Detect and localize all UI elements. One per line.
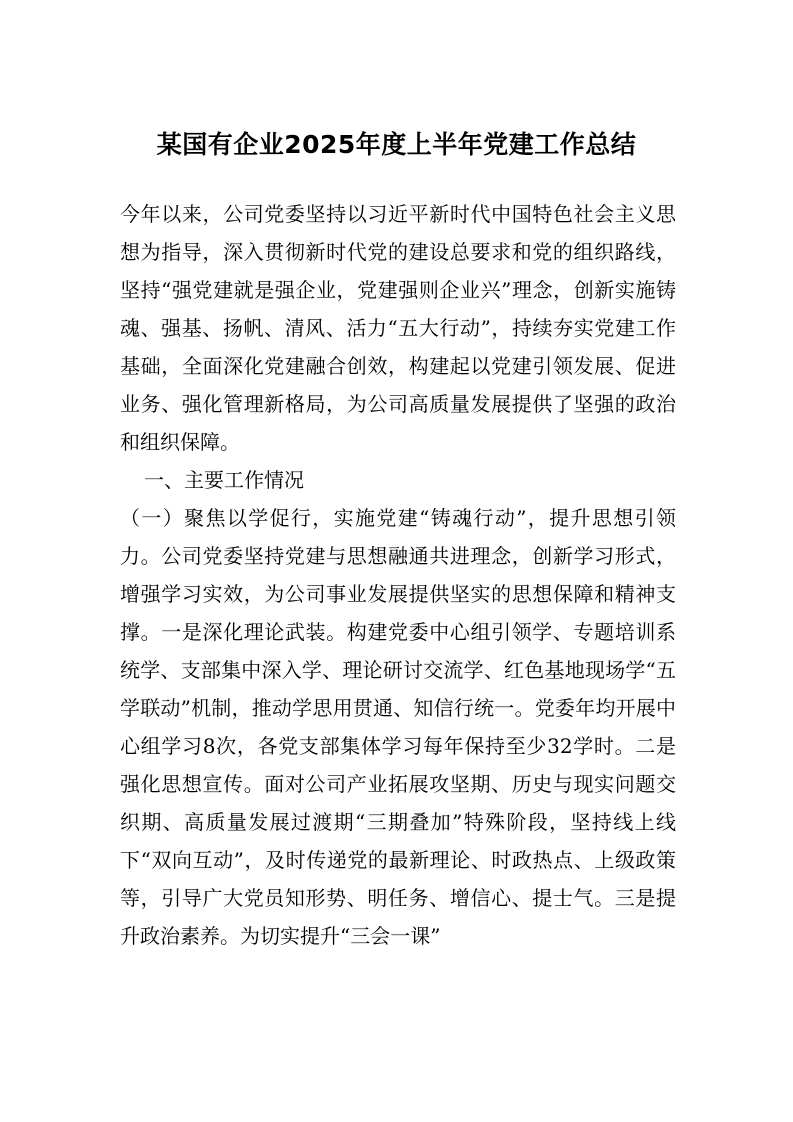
intro-paragraph: 今年以来，公司党委坚持以习近平新时代中国特色社会主义思想为指导，深入贯彻新时代党的建设总要求和党的组织路线，坚持“强党建就是强企业，党建强则企业兴”理念，创新实施铸魂、强基、扬帆、清风、活力“五大行动”，持续夯实党建工作基础，全面深化党建融合创效，构建起以党建引领发展、促进业务、强化管理新格局，为公司高质量发展提供了坚强的政治和组织保障。 <box>120 202 676 454</box>
document-body <box>120 195 676 955</box>
document-title: 某国有企业2025年度上半年党建工作总结 <box>156 130 637 159</box>
section-paragraph: （一）聚焦以学促行，实施党建“铸魂行动”，提升思想引领力。公司党委坚持党建与思想融通共进理念，创新学习形式，增强学习实效，为公司事业发展提供坚实的思想保障和精神支撑。一是深化理论武装。构建党委中心组引领学、专题培训系统学、支部集中深入学、理论研讨交流学、红色基地现场学“五学联动”机制，推动学思用贯通、知信行统一。党委年均开展中心组学习8次，各党支部集体学习每年保持至少32学时。二是强化思想宣传。面对公司产业拓展攻坚期、历史与现实问题交织期、高质量发展过渡期“三期叠加”特殊阶段，坚持线上线下“双向互动”，及时传递党的最新理论、时政热点、上级政策等，引导广大党员知形势、明任务、增信心、提士气。三是提升政治素养。为切实提升“三会一课” <box>120 506 676 948</box>
section-heading: 一、主要工作情况 <box>144 468 304 492</box>
